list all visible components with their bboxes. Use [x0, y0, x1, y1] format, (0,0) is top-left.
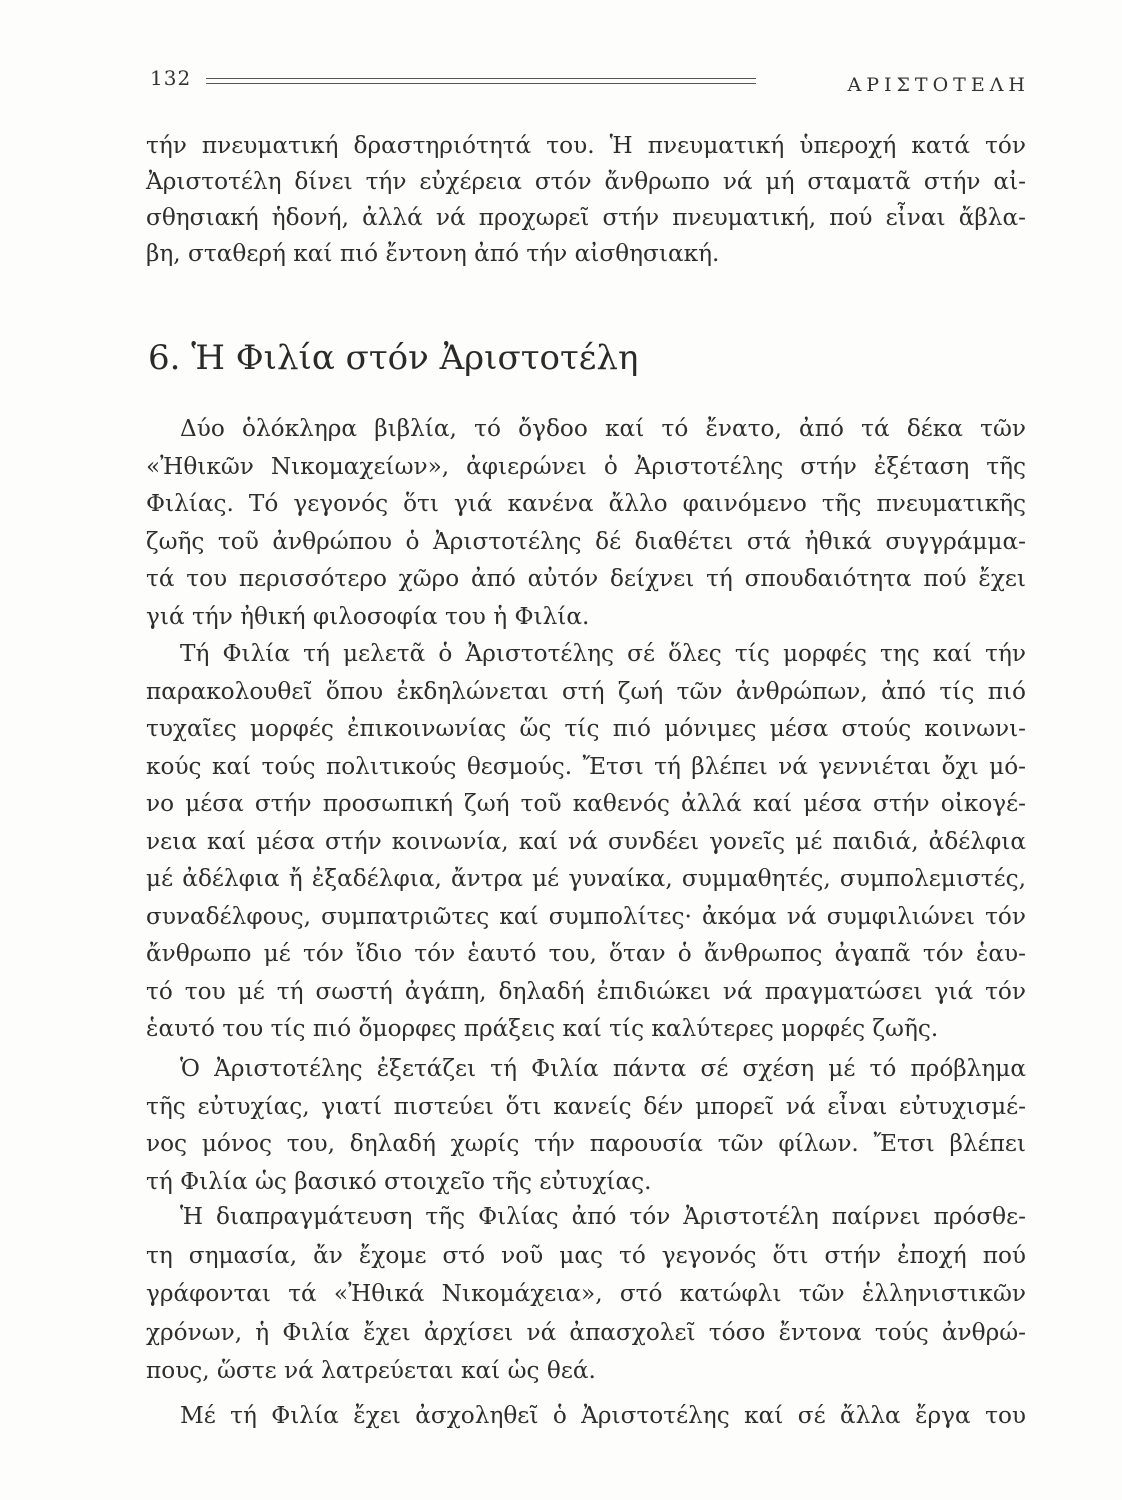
text-line: τά του περισσότερο χῶρο ἀπό αὐτόν δείχνει τή σπουδαιότητα πού ἔχει	[146, 565, 1026, 592]
text-line: βη, σταθερή καί πιό ἔντονη ἀπό τήν αἰσθησιακή.	[146, 240, 720, 267]
text-line: Τή Φιλία τή μελετᾶ ὁ Ἀριστοτέλης σέ ὅλες τίς μορφές της καί τήν	[180, 640, 1026, 667]
header-rule	[206, 78, 756, 84]
text-line: νος μόνος του, δηλαδή χωρίς τήν παρουσία τῶν φίλων. Ἔτσι βλέπει	[146, 1130, 1026, 1158]
text-line: Δύο ὁλόκληρα βιβλία, τό ὄγδοο καί τό ἔνατο, ἀπό τά δέκα τῶν	[180, 415, 1026, 442]
page-number: 132	[150, 66, 192, 90]
text-line: σθησιακή ἡδονή, ἀλλά νά προχωρεῖ στήν πνευματική, πού εἶναι ἄβλα-	[146, 204, 1026, 231]
text-line: Ὁ Ἀριστοτέλης ἐξετάζει τή Φιλία πάντα σέ σχέση μέ τό πρόβλημα	[180, 1055, 1026, 1082]
text-line: Φιλίας. Τό γεγονός ὅτι γιά κανένα ἄλλο φαινόμενο τῆς πνευματικῆς	[146, 490, 1026, 517]
text-line: τῆς εὐτυχίας, γιατί πιστεύει ὅτι κανείς δέν μπορεῖ νά εἶναι εὐτυχισμέ-	[146, 1092, 1026, 1120]
text-line: γράφονται τά «Ἠθικά Νικομάχεια», στό κατώφλι τῶν ἑλληνιστικῶν	[146, 1280, 1026, 1307]
text-line: τη σημασία, ἄν ἔχομε στό νοῦ μας τό γεγονός ὅτι στήν ἐποχή πού	[146, 1241, 1026, 1269]
text-line: τήν πνευματική δραστηριότητά του. Ἡ πνευματική ὑπεροχή κατά τόν	[146, 132, 1026, 159]
intro-paragraph	[146, 128, 1026, 272]
running-head	[150, 66, 1030, 96]
text-line: ἑαυτό του τίς πιό ὄμορφες πράξεις καί τίς καλύτερες μορφές ζωῆς.	[146, 1015, 939, 1042]
text-line: Ἡ διαπραγμάτευση τῆς Φιλίας ἀπό τόν Ἀριστοτέλη παίρνει πρόσθε-	[180, 1203, 1026, 1230]
text-line: νο μέσα στήν προσωπική ζωή τοῦ καθενός ἀλλά καί μέσα στήν οἰκογέ-	[146, 790, 1026, 817]
paragraph-2	[146, 635, 1026, 1048]
paragraph-3	[146, 1050, 1026, 1201]
text-line: τό του μέ τή σωστή ἀγάπη, δηλαδή ἐπιδιώκει νά πραγματώσει γιά τόν	[146, 977, 1026, 1005]
paragraph-4	[146, 1198, 1026, 1391]
text-line: «Ἠθικῶν Νικομαχείων», ἀφιερώνει ὁ Ἀριστοτέλης στήν ἐξέταση τῆς	[146, 452, 1026, 480]
running-title: ΑΡΙΣΤΟΤΕΛΗ	[847, 74, 1030, 96]
text-line: ἄνθρωπο μέ τόν ἴδιο τόν ἑαυτό του, ὅταν ὁ ἄνθρωπος ἀγαπᾶ τόν ἑαυ-	[146, 940, 1026, 967]
paragraphs-1-2	[146, 410, 1026, 1048]
text-line: συναδέλφους, συμπατριῶτες καί συμπολίτες· ἀκόμα νά συμφιλιώνει τόν	[146, 902, 1026, 930]
text-line: τυχαῖες μορφές ἐπικοινωνίας ὥς τίς πιό μόνιμες μέσα στούς κοινωνι-	[146, 715, 1026, 742]
text-line: χρόνων, ἡ Φιλία ἔχει ἀρχίσει νά ἀπασχολεῖ τόσο ἔντονα τούς ἀνθρώ-	[146, 1318, 1026, 1346]
paragraph-5	[146, 1398, 1026, 1434]
section-heading: 6. Ἡ Φιλία στόν Ἀριστοτέλη	[148, 338, 639, 378]
text-line: Μέ τή Φιλία ἔχει ἀσχοληθεῖ ὁ Ἀριστοτέλης καί σέ ἄλλα ἔργα του	[180, 1402, 1026, 1429]
text-line: ζωῆς τοῦ ἀνθρώπου ὁ Ἀριστοτέλης δέ διαθέτει στά ἠθικά συγγράμμα-	[146, 527, 1026, 555]
text-line: κούς καί τούς πολιτικούς θεσμούς. Ἔτσι τή βλέπει νά γεννιέται ὄχι μό-	[146, 752, 1026, 780]
text-line: γιά τήν ἠθική φιλοσοφία του ἡ Φιλία.	[146, 602, 590, 630]
text-line: παρακολουθεῖ ὅπου ἐκδηλώνεται στή ζωή τῶν ἀνθρώπων, ἀπό τίς πιό	[146, 677, 1026, 705]
text-line: μέ ἀδέλφια ἤ ἐξαδέλφια, ἄντρα μέ γυναίκα, συμμαθητές, συμπολεμιστές,	[146, 865, 1026, 892]
text-line: τή Φιλία ὡς βασικό στοιχεῖο τῆς εὐτυχίας.	[146, 1168, 652, 1196]
text-line: νεια καί μέσα στήν κοινωνία, καί νά συνδέει γονεῖς μέ παιδιά, ἀδέλφια	[146, 827, 1026, 855]
paragraph-1	[146, 410, 1026, 635]
text-line: Ἀριστοτέλη δίνει τήν εὐχέρεια στόν ἄνθρωπο νά μή σταματᾶ στήν αἰ-	[146, 168, 1026, 195]
text-line: πους, ὥστε νά λατρεύεται καί ὡς θεά.	[146, 1357, 596, 1384]
